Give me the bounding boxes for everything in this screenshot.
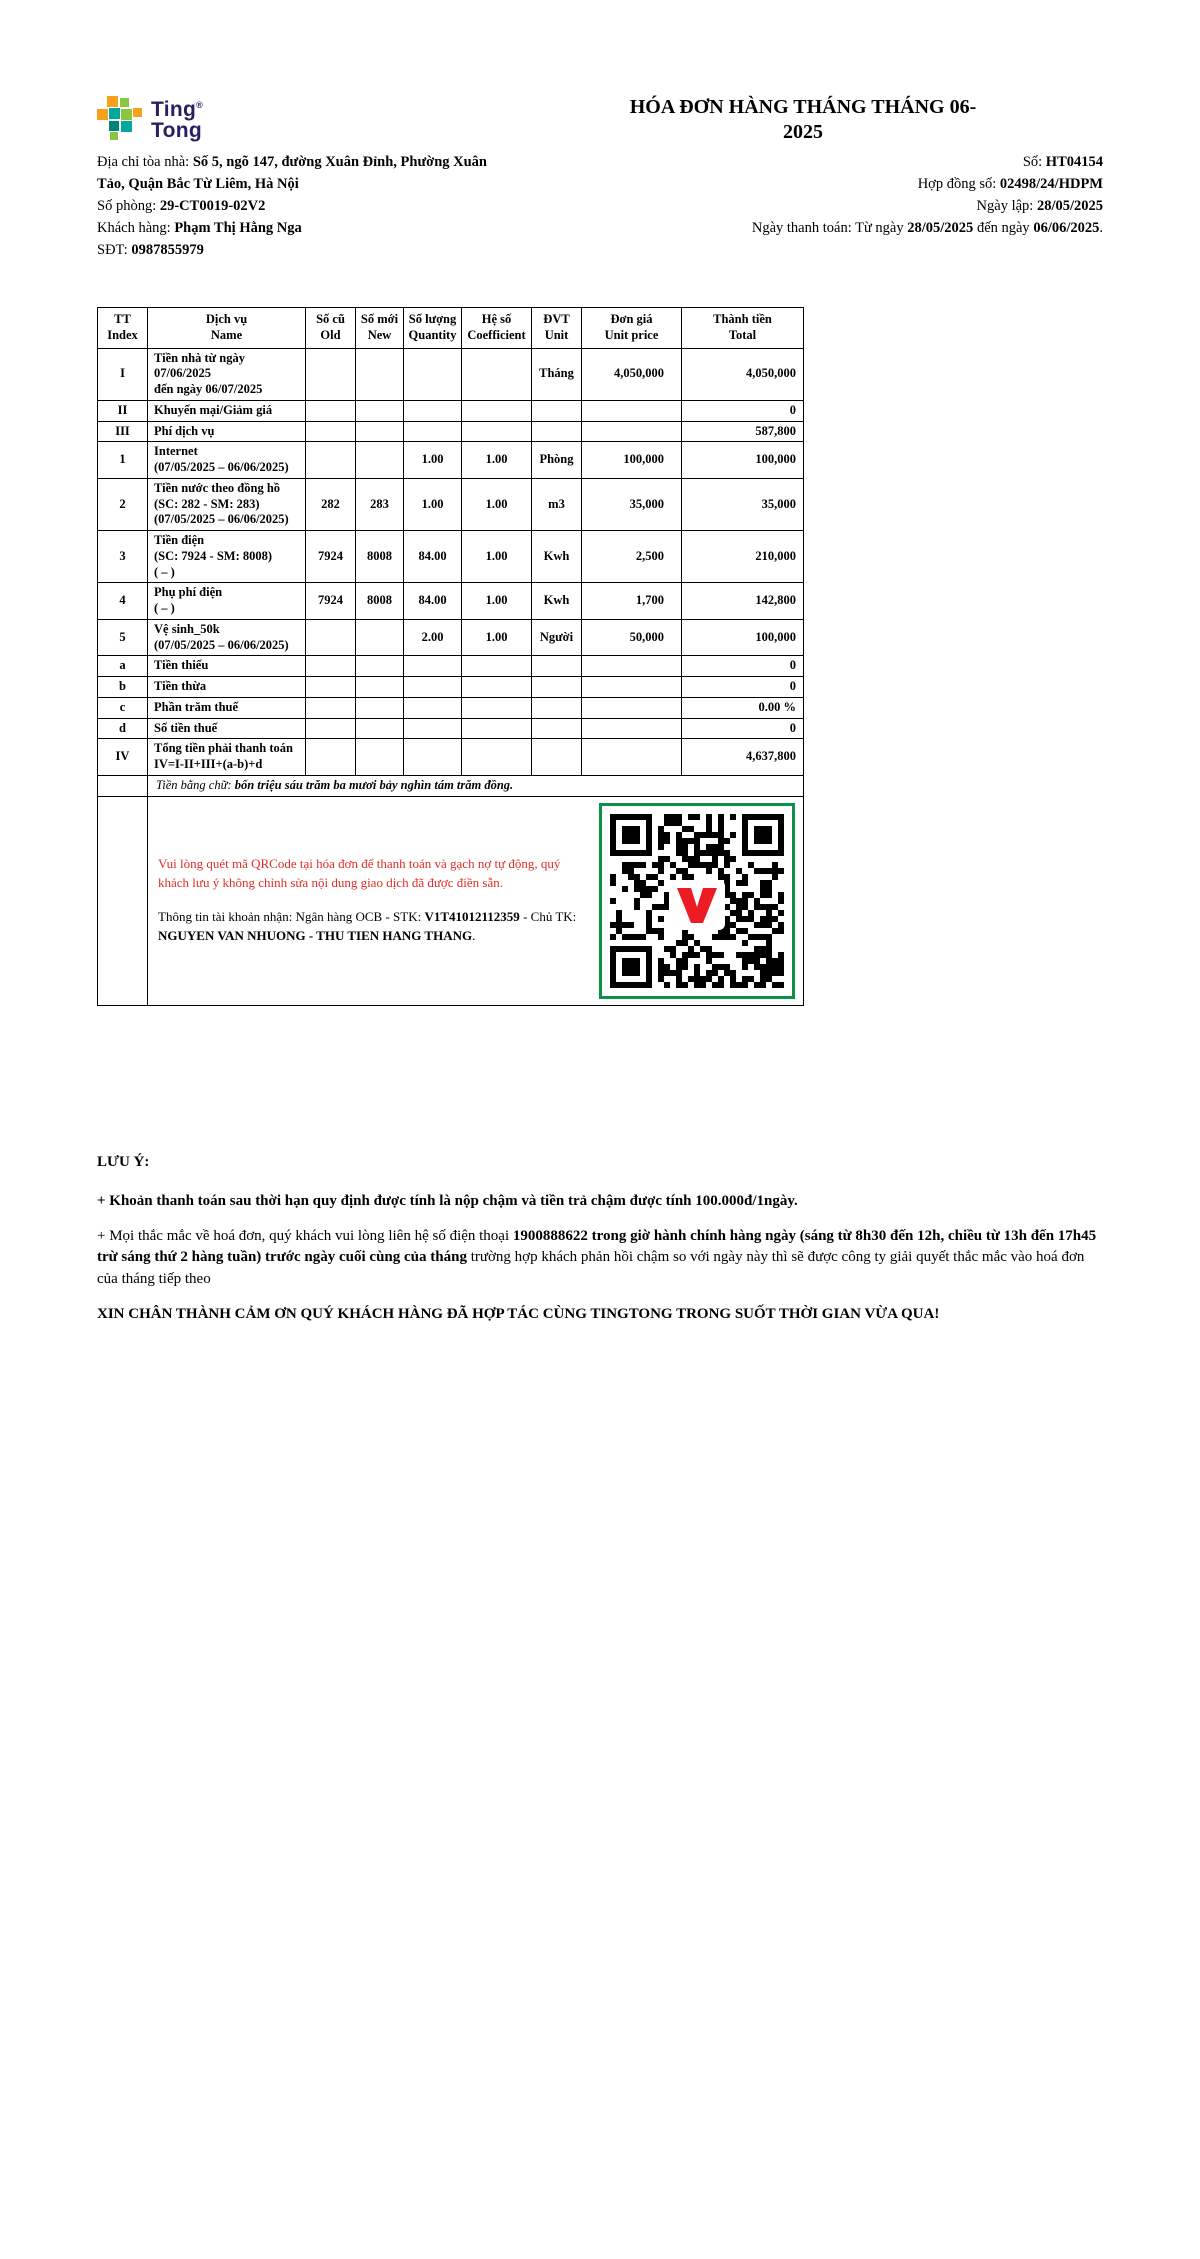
cell-old: 282: [306, 478, 356, 530]
cell-new: 8008: [356, 583, 404, 620]
column-header-text: TT: [114, 312, 131, 326]
cell-old: 7924: [306, 531, 356, 583]
cell-coeff: [462, 718, 532, 739]
invoice-title-line1: HÓA ĐƠN HÀNG THÁNG THÁNG 06-: [629, 96, 977, 118]
service-name-line: Phụ phí điện: [154, 585, 223, 600]
invoice-meta: [497, 151, 1103, 261]
invoice-title-line2: 2025: [783, 121, 823, 143]
invoice-row-2: [98, 478, 804, 530]
cell-index: 2: [98, 478, 148, 530]
cell-price: 50,000: [582, 619, 682, 656]
cell-service-name: [148, 718, 306, 739]
cell-total: 0: [682, 656, 804, 677]
cell-new: 8008: [356, 531, 404, 583]
cell-unit: [532, 718, 582, 739]
column-header-text: Dịch vụ: [205, 312, 248, 326]
column-header-text: Hệ số: [481, 312, 512, 326]
table-header: [98, 308, 804, 349]
info-phone-number: SĐT: 0987855979: [97, 242, 204, 258]
info-room-number: Số phòng: 29-CT0019-02V2: [97, 198, 266, 214]
service-name-line: Tiền nước theo đồng hồ: [154, 480, 281, 495]
info-building-address: Địa chỉ tòa nhà: Số 5, ngõ 147, đường Xuân Đỉnh, Phường Xuân Tảo, Quận Bắc Từ Liêm, Hà Nội: [97, 154, 487, 192]
cell-old: [306, 656, 356, 677]
column-header-text: Quantity: [408, 327, 457, 342]
cell-index: 4: [98, 583, 148, 620]
cell-index: II: [98, 400, 148, 421]
cell-unit: Người: [532, 619, 582, 656]
cell-price: [582, 697, 682, 718]
cell-total: 4,637,800: [682, 739, 804, 776]
cell-qty: 84.00: [404, 531, 462, 583]
cell-old: [306, 442, 356, 479]
cell-index: III: [98, 421, 148, 442]
cell-price: [582, 677, 682, 698]
cell-qty: [404, 421, 462, 442]
qr-section: [148, 796, 804, 1005]
amount-in-words-row: [98, 775, 804, 796]
cell-price: 4,050,000: [582, 348, 682, 400]
column-header-old: [306, 308, 356, 349]
cell-new: [356, 619, 404, 656]
column-header-name: [148, 308, 306, 349]
amount-in-words: Tiền bằng chữ: bốn triệu sáu trăm ba mươi bảy nghìn tám trăm đồng.: [148, 775, 804, 796]
cell-unit: Tháng: [532, 348, 582, 400]
cell-service-name: [148, 531, 306, 583]
service-name-line: (07/05/2025 – 06/06/2025): [154, 512, 289, 527]
cell-new: [356, 348, 404, 400]
column-header-text: Unit: [544, 327, 569, 342]
invoice-table: [97, 307, 804, 1006]
cell-old: [306, 718, 356, 739]
qr-code-image: [610, 814, 784, 988]
cell-index: 5: [98, 619, 148, 656]
cell-new: [356, 442, 404, 479]
service-name-line: Vệ sinh_50k: [154, 621, 220, 636]
cell-price: 35,000: [582, 478, 682, 530]
service-name-line: Phí dịch vụ: [154, 423, 215, 438]
service-name-line: (07/05/2025 – 06/06/2025): [154, 637, 289, 652]
service-name-line: Khuyến mại/Giảm giá: [154, 402, 273, 417]
cell-total: 0: [682, 718, 804, 739]
registered-trademark-symbol: ®: [196, 100, 204, 110]
column-header-text: Thành tiền: [713, 312, 772, 326]
cell-old: 7924: [306, 583, 356, 620]
cell-empty: [98, 796, 148, 1005]
cell-unit: Kwh: [532, 583, 582, 620]
service-name-line: (SC: 7924 - SM: 8008): [154, 548, 273, 563]
cell-unit: [532, 400, 582, 421]
logo-wordmark: [151, 95, 203, 141]
table-body: [98, 348, 804, 775]
cell-service-name: [148, 656, 306, 677]
cell-service-name: [148, 619, 306, 656]
cell-index: I: [98, 348, 148, 400]
column-header-text: ĐVT: [543, 312, 570, 326]
cell-new: [356, 718, 404, 739]
cell-old: [306, 677, 356, 698]
table-summary-rows: [98, 775, 804, 1005]
column-header-text: Số lượng: [408, 312, 457, 326]
invoice-row-II: [98, 400, 804, 421]
cell-qty: 1.00: [404, 478, 462, 530]
cell-unit: Kwh: [532, 531, 582, 583]
cell-new: [356, 656, 404, 677]
cell-price: 1,700: [582, 583, 682, 620]
cell-price: 100,000: [582, 442, 682, 479]
column-header-coefficient: [462, 308, 532, 349]
cell-qty: [404, 400, 462, 421]
notes-heading: LƯU Ý:: [97, 1153, 150, 1170]
invoice-row-c: [98, 697, 804, 718]
cell-coeff: [462, 348, 532, 400]
cell-unit: [532, 677, 582, 698]
column-header-text: Index: [107, 327, 138, 342]
cell-total: 0.00 %: [682, 697, 804, 718]
cell-unit: Phòng: [532, 442, 582, 479]
invoice-info: [97, 151, 1103, 261]
table-header-row: [98, 308, 804, 349]
invoice-row-a: [98, 656, 804, 677]
info-payment-period: Ngày thanh toán: Từ ngày 28/05/2025 đến ngày 06/06/2025.: [751, 220, 1103, 236]
service-name-line: đến ngày 06/07/2025: [154, 382, 263, 396]
note-late-payment: + Khoản thanh toán sau thời hạn quy định được tính là nộp chậm và tiền trả chậm được tính 100.000đ/1ngày.: [97, 1192, 798, 1209]
cell-service-name: [148, 697, 306, 718]
service-name-line: Tiền điện: [154, 533, 205, 547]
cell-index: IV: [98, 739, 148, 776]
cell-service-name: [148, 677, 306, 698]
cell-new: [356, 677, 404, 698]
cell-service-name: [148, 478, 306, 530]
cell-empty: [98, 775, 148, 796]
cell-qty: [404, 348, 462, 400]
cell-total: 0: [682, 400, 804, 421]
column-header-text: Total: [728, 327, 757, 342]
service-name-line: Phần trăm thuế: [154, 699, 239, 714]
cell-coeff: [462, 697, 532, 718]
cell-price: 2,500: [582, 531, 682, 583]
column-header-text: Số cũ: [316, 312, 345, 326]
cell-total: 210,000: [682, 531, 804, 583]
cell-coeff: [462, 739, 532, 776]
info-invoice-number: Số: HT04154: [1022, 154, 1103, 170]
service-name-line: Tiền thiếu: [154, 658, 209, 673]
cell-total: 0: [682, 677, 804, 698]
bank-account-text: Thông tin tài khoản nhận: Ngân hàng OCB - STK: V1T41012112359 - Chủ TK: NGUYEN VAN NHUONG - THU TIEN HANG THANG.: [158, 909, 577, 943]
column-header-text: Name: [210, 327, 243, 342]
invoice-row-b: [98, 677, 804, 698]
column-header-text: Đơn giá: [610, 312, 653, 326]
cell-unit: [532, 421, 582, 442]
column-header-total: [682, 308, 804, 349]
cell-total: 100,000: [682, 442, 804, 479]
cell-total: 35,000: [682, 478, 804, 530]
column-header-text: Old: [320, 327, 341, 342]
cell-new: 283: [356, 478, 404, 530]
cell-old: [306, 421, 356, 442]
invoice-row-I: [98, 348, 804, 400]
cell-qty: [404, 697, 462, 718]
info-issue-date: Ngày lập: 28/05/2025: [976, 198, 1103, 214]
column-header-text: Coefficient: [467, 327, 526, 342]
cell-qty: [404, 739, 462, 776]
column-header-text: New: [367, 327, 392, 342]
payment-instructions: [156, 855, 599, 945]
cell-coeff: 1.00: [462, 619, 532, 656]
cell-unit: [532, 656, 582, 677]
cell-qty: [404, 718, 462, 739]
cell-price: [582, 718, 682, 739]
logo-icon: [97, 96, 143, 140]
cell-index: 1: [98, 442, 148, 479]
cell-service-name: [148, 442, 306, 479]
invoice-title: [613, 95, 993, 145]
invoice-row-IV: [98, 739, 804, 776]
note-hotline: + Mọi thắc mắc về hoá đơn, quý khách vui lòng liên hệ số điện thoại 1900888622 trong giờ hành chính hàng ngày (sáng từ 8h30 đến 12h, chiều từ 13h đến 17h45 trừ sáng thứ 2 hàng tuần) trước ngày cuối cùng của tháng trường hợp khách phản hồi chậm so với ngày này thì sẽ được công ty giải quyết thắc mắc vào hoá đơn của tháng tiếp theo: [97, 1228, 1097, 1287]
cell-service-name: [148, 348, 306, 400]
cell-service-name: [148, 739, 306, 776]
column-header-text: Unit price: [604, 327, 659, 342]
cell-old: [306, 348, 356, 400]
cell-price: [582, 421, 682, 442]
service-name-line: Tổng tiền phải thanh toán: [154, 741, 293, 756]
cell-index: b: [98, 677, 148, 698]
logo-word-2: Tong: [151, 119, 202, 142]
customer-info: [97, 151, 497, 261]
cell-total: 100,000: [682, 619, 804, 656]
column-header-unit-price: [582, 308, 682, 349]
company-logo: [97, 95, 203, 141]
cell-index: d: [98, 718, 148, 739]
service-name-line: Số tiền thuế: [154, 720, 218, 735]
cell-coeff: 1.00: [462, 442, 532, 479]
cell-service-name: [148, 583, 306, 620]
qr-warning-text: Vui lòng quét mã QRCode tại hóa đơn để thanh toán và gạch nợ tự động, quý khách lưu ý không chỉnh sửa nội dung giao dịch đã được điền sẵn.: [158, 856, 561, 891]
cell-new: [356, 697, 404, 718]
column-header-new: [356, 308, 404, 349]
column-header-quantity: [404, 308, 462, 349]
service-name-line: ( – ): [154, 601, 175, 615]
thanks-text: XIN CHÂN THÀNH CẢM ƠN QUÝ KHÁCH HÀNG ĐÃ HỢP TÁC CÙNG TINGTONG TRONG SUỐT THỜI GIAN VỪA QUA!: [97, 1305, 940, 1322]
cell-old: [306, 739, 356, 776]
invoice-row-5: [98, 619, 804, 656]
cell-new: [356, 400, 404, 421]
cell-qty: [404, 677, 462, 698]
invoice-row-III: [98, 421, 804, 442]
service-name-line: ( – ): [154, 564, 175, 579]
cell-old: [306, 619, 356, 656]
invoice-header: [97, 95, 1103, 145]
cell-coeff: 1.00: [462, 478, 532, 530]
invoice-page: [97, 0, 1103, 1325]
cell-unit: [532, 739, 582, 776]
cell-total: 587,800: [682, 421, 804, 442]
column-header-unit: [532, 308, 582, 349]
invoice-row-1: [98, 442, 804, 479]
cell-qty: 2.00: [404, 619, 462, 656]
invoice-row-4: [98, 583, 804, 620]
info-customer-name: Khách hàng: Phạm Thị Hằng Nga: [97, 220, 302, 236]
cell-coeff: 1.00: [462, 531, 532, 583]
cell-old: [306, 697, 356, 718]
logo-word-1: Ting: [151, 98, 197, 121]
cell-coeff: [462, 677, 532, 698]
qr-code: [599, 803, 795, 999]
column-header-index: [98, 308, 148, 349]
qr-row: [98, 796, 804, 1005]
cell-unit: m3: [532, 478, 582, 530]
service-name-line: Tiền thừa: [154, 679, 207, 693]
cell-qty: [404, 656, 462, 677]
invoice-row-3: [98, 531, 804, 583]
cell-index: c: [98, 697, 148, 718]
cell-qty: 1.00: [404, 442, 462, 479]
column-header-text: Số mới: [360, 312, 399, 326]
service-name-line: Tiền nhà từ ngày 07/06/2025: [154, 350, 245, 381]
cell-service-name: [148, 421, 306, 442]
cell-unit: [532, 697, 582, 718]
info-contract-number: Hợp đồng số: 02498/24/HDPM: [917, 176, 1103, 192]
cell-coeff: [462, 400, 532, 421]
cell-coeff: [462, 656, 532, 677]
cell-coeff: [462, 421, 532, 442]
service-name-line: Internet: [154, 444, 198, 459]
cell-new: [356, 739, 404, 776]
cell-old: [306, 400, 356, 421]
notes-section: [97, 1152, 1103, 1326]
cell-coeff: 1.00: [462, 583, 532, 620]
invoice-row-d: [98, 718, 804, 739]
cell-index: a: [98, 656, 148, 677]
cell-price: [582, 656, 682, 677]
service-name-line: IV=I-II+III+(a-b)+d: [154, 757, 263, 771]
cell-service-name: [148, 400, 306, 421]
cell-price: [582, 739, 682, 776]
cell-index: 3: [98, 531, 148, 583]
cell-total: 142,800: [682, 583, 804, 620]
service-name-line: (SC: 282 - SM: 283): [154, 496, 260, 511]
service-name-line: (07/05/2025 – 06/06/2025): [154, 460, 289, 474]
cell-new: [356, 421, 404, 442]
cell-total: 4,050,000: [682, 348, 804, 400]
cell-price: [582, 400, 682, 421]
cell-qty: 84.00: [404, 583, 462, 620]
